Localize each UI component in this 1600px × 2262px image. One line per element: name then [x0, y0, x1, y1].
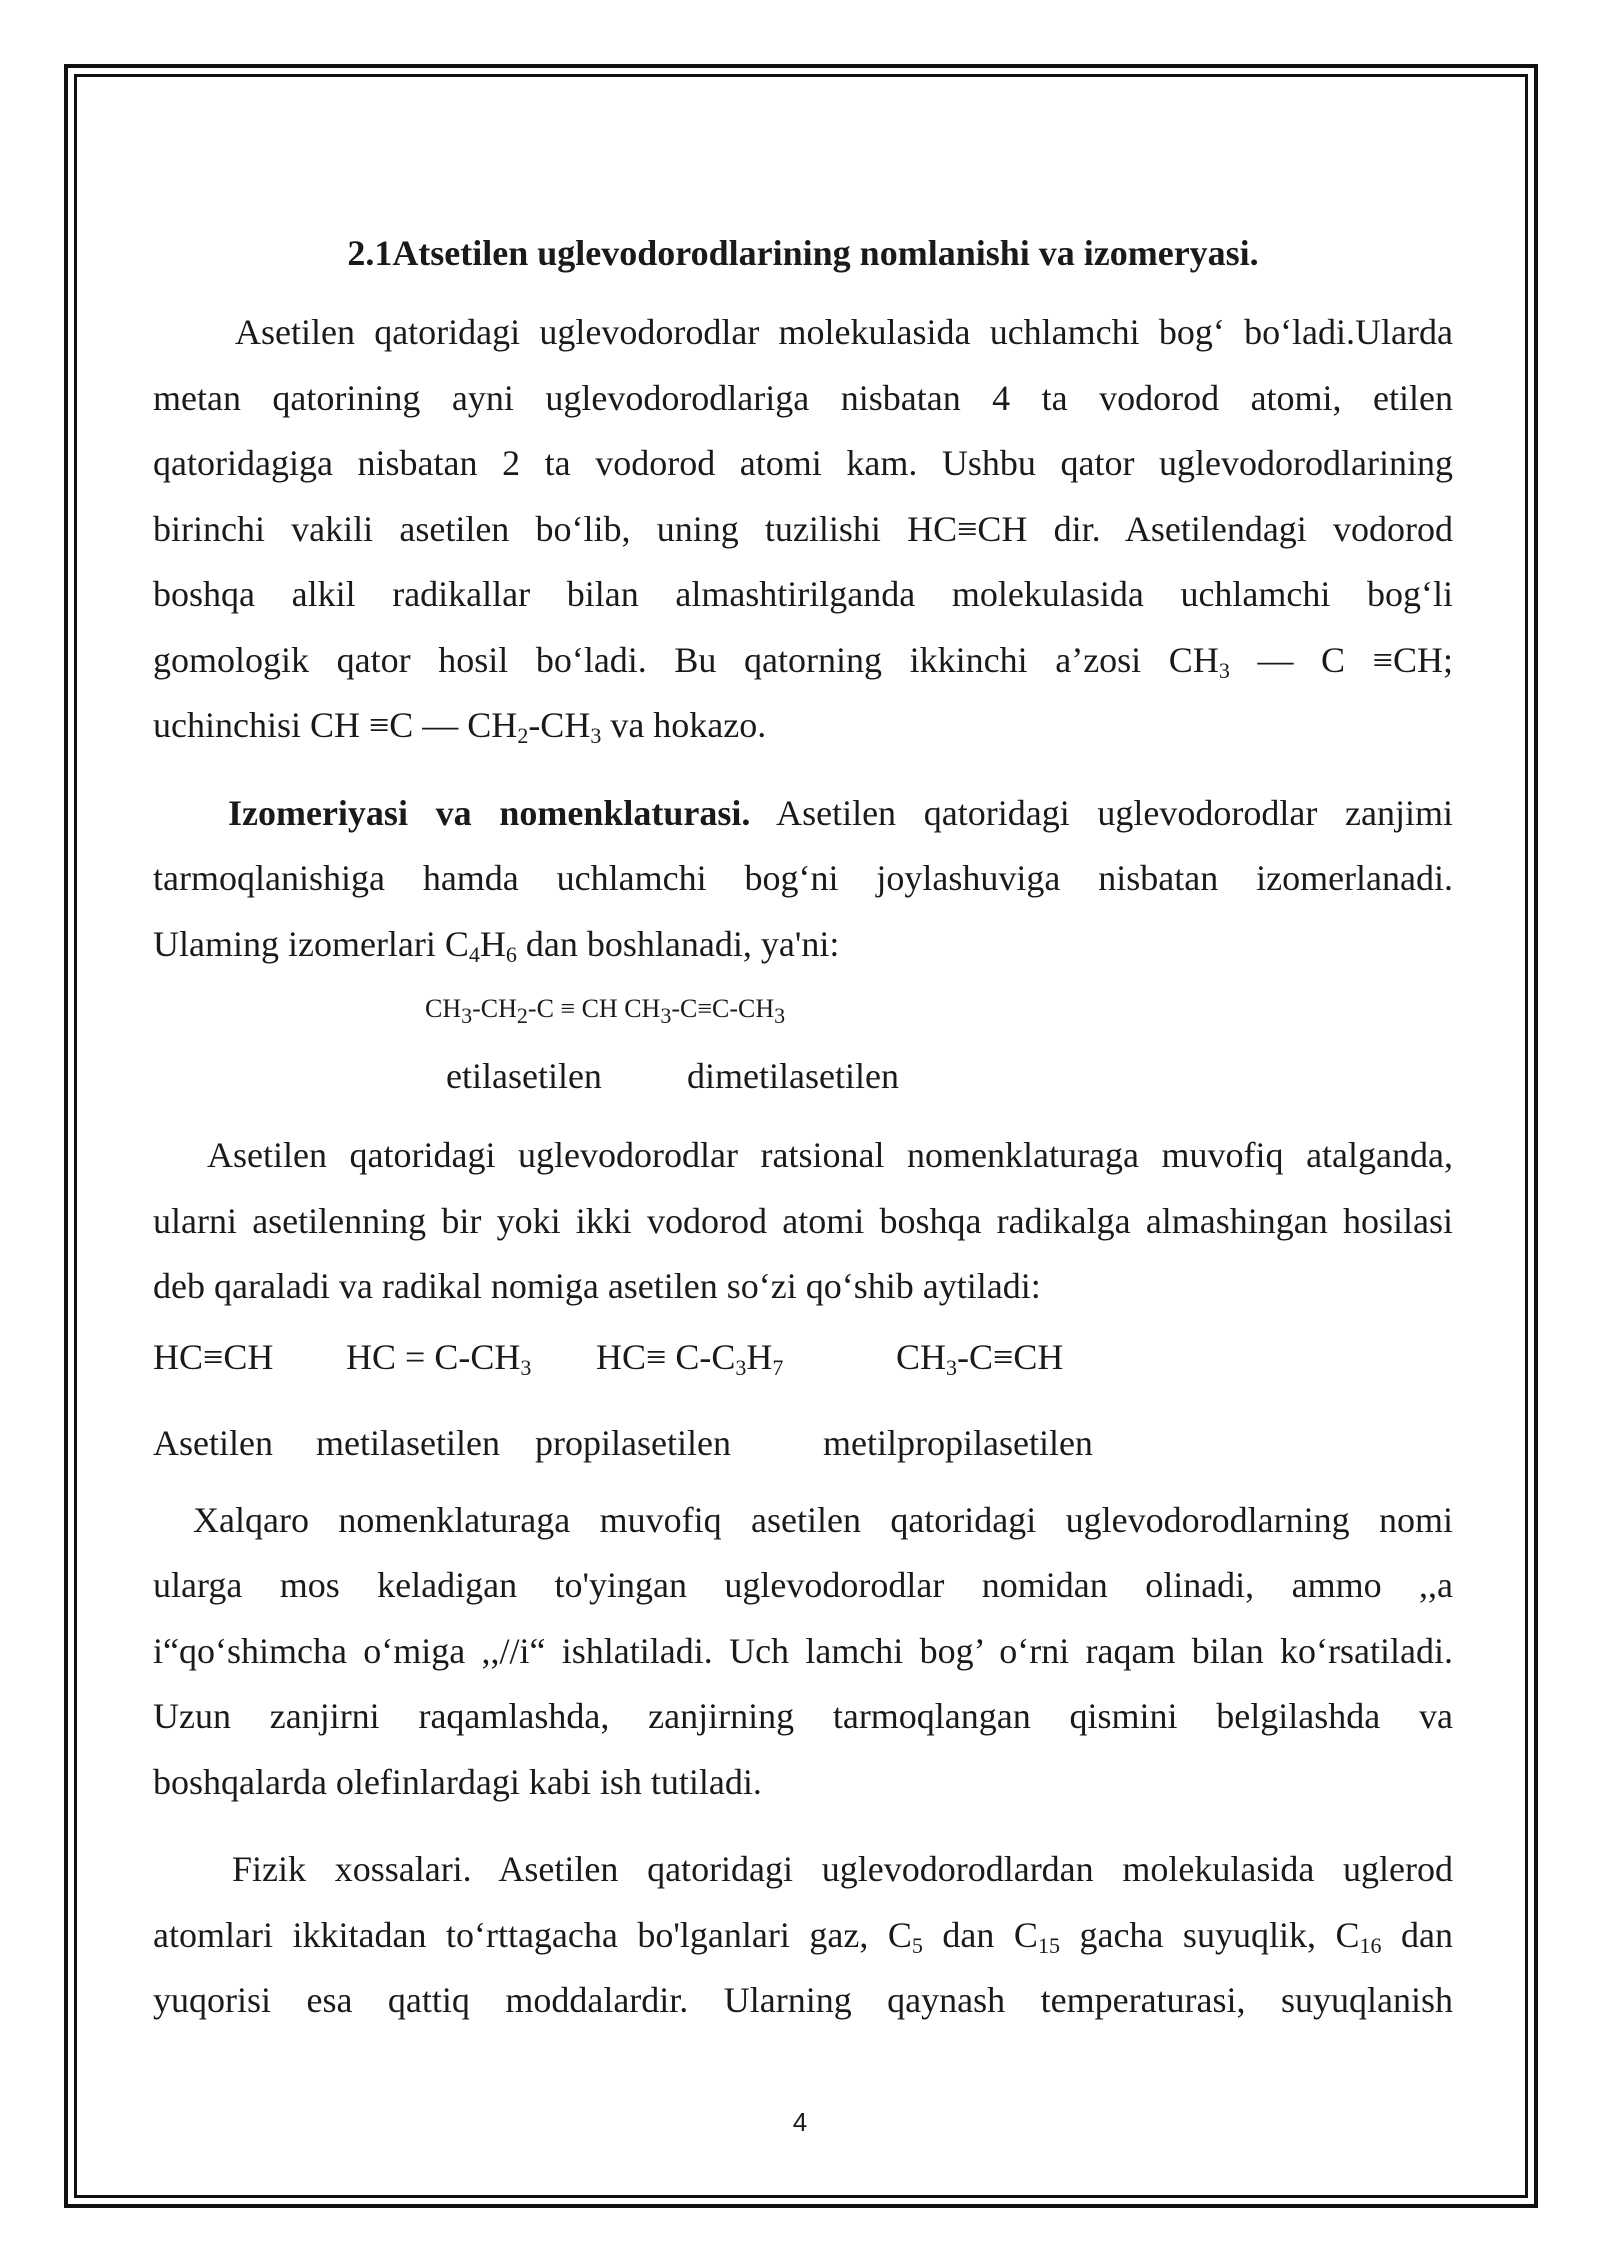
- formula-part: -CH: [472, 994, 517, 1023]
- rational-names: [153, 1418, 1453, 1468]
- bold-term: Izomeriyasi va nomenklaturasi.: [228, 792, 751, 833]
- text-line: [153, 912, 1453, 978]
- text-line: yuqorisi esa qattiq moddalardir. Ularning qaynash temperaturasi, suyuqlanish: [153, 1980, 1453, 2020]
- formula-item: HC≡CH: [153, 1336, 274, 1377]
- text-span: gacha suyuqlik, C: [1059, 1914, 1360, 1955]
- paragraph-iupac: [153, 1488, 1453, 1816]
- subscript: 16: [1359, 1932, 1382, 1958]
- text-span: -CH: [528, 705, 591, 745]
- formula-part: HC = C-CH: [346, 1336, 521, 1377]
- subscript: 3: [520, 1354, 532, 1380]
- text-line: tarmoqlanishiga hamda uchlamchi bog‘ni joylashuviga nisbatan izomerlanadi.: [153, 858, 1453, 898]
- text-span: Ulaming izomerlari C: [153, 923, 469, 964]
- isomer-names: [153, 1051, 1453, 1101]
- subscript: 15: [1037, 1932, 1060, 1958]
- text-line: [153, 628, 1453, 694]
- text-line: birinchi vakili asetilen bo‘lib, uning tuzilishi HC≡CH dir. Asetilendagi vodorod: [153, 508, 1453, 549]
- text-line: Asetilen qatoridagi uglevodorodlar molekulasida uchlamchi bog‘ bo‘ladi.Ularda: [235, 312, 1453, 352]
- subscript: 5: [911, 1932, 923, 1958]
- text-line: boshqa alkil radikallar bilan almashtirilganda molekulasida uchlamchi bog‘li: [153, 574, 1453, 614]
- formula-part: HC≡ C-C: [596, 1336, 736, 1377]
- text-line: i“qo‘shimcha o‘miga ,,//i“ ishlatiladi. Uch lamchi bog’ o‘rni raqam bilan ko‘rsatiladi.: [153, 1630, 1453, 1671]
- compound-name: metilasetilen: [316, 1422, 500, 1463]
- text-line: Uzun zanjirni raqamlashda, zanjirning tarmoqlangan qismini belgilashda va: [153, 1696, 1453, 1736]
- subscript: 7: [772, 1354, 784, 1380]
- text-span: — C ≡CH;: [1229, 639, 1453, 680]
- text-span: gomologik qator hosil bo‘ladi. Bu qatorning ikkinchi a’zosi CH: [153, 639, 1219, 680]
- text-line: Fizik xossalari. Asetilen qatoridagi uglevodorodlardan molekulasida uglerod: [232, 1849, 1453, 1889]
- subscript: 2: [516, 1003, 528, 1028]
- isomer-formulas: [153, 989, 1453, 1029]
- subscript: 3: [735, 1354, 747, 1380]
- page-number: 4: [792, 2107, 808, 2137]
- paragraph-isomerism: [153, 781, 1453, 978]
- text-span: dan boshlanadi, ya'ni:: [516, 923, 840, 964]
- text-line: qatoridagiga nisbatan 2 ta vodorod atomi kam. Ushbu qator uglevodorodlarining: [153, 443, 1453, 483]
- text-line: boshqalarda olefinlardagi kabi ish tutiladi.: [153, 1761, 762, 1802]
- paragraph-rational: [153, 1123, 1453, 1320]
- text-line: [153, 693, 1453, 759]
- subscript: 3: [946, 1354, 958, 1380]
- text-span: va hokazo.: [601, 705, 767, 745]
- formula-item: [596, 1332, 783, 1382]
- text-line: Asetilen qatoridagi uglevodorodlar ratsional nomenklaturaga muvofiq atalganda,: [207, 1135, 1453, 1175]
- subscript: 3: [774, 1003, 786, 1028]
- compound-name: Asetilen: [153, 1422, 273, 1463]
- formula-item: [896, 1332, 1063, 1382]
- subscript: 3: [1218, 657, 1230, 683]
- subscript: 6: [505, 941, 517, 967]
- compound-name: propilasetilen: [535, 1422, 731, 1463]
- text-line: deb qaraladi va radikal nomiga asetilen so‘zi qo‘shib aytiladi:: [153, 1266, 1041, 1306]
- text-span: Asetilen qatoridagi uglevodorodlar zanjimi: [750, 792, 1453, 833]
- text-span: dan: [1381, 1914, 1454, 1955]
- section-heading: 2.1Atsetilen uglevodorodlarining nomlanishi va izomeryasi.: [347, 233, 1259, 273]
- formula-part: -C≡CH: [957, 1336, 1064, 1377]
- subscript: 3: [590, 723, 602, 748]
- paragraph-physical: [153, 1837, 1453, 2034]
- document-body: [153, 228, 1453, 2034]
- isomer-name: dimetilasetilen: [687, 1056, 899, 1096]
- formula-part: -C ≡ CH CH: [527, 994, 661, 1023]
- text-span: H: [479, 923, 506, 964]
- formula-part: CH: [425, 994, 462, 1023]
- paragraph-intro: [153, 300, 1453, 759]
- subscript: 2: [517, 723, 529, 748]
- text-line: ularga mos keladigan to'yingan uglevodorodlar nomidan olinadi, ammo ,,a: [153, 1565, 1453, 1605]
- subscript: 4: [468, 941, 480, 967]
- text-span: dan C: [922, 1914, 1038, 1955]
- formula-part: -C≡C-CH: [671, 994, 775, 1023]
- isomer-name: etilasetilen: [446, 1056, 602, 1096]
- formula-item: [346, 1332, 531, 1382]
- text-line: Xalqaro nomenklaturaga muvofiq asetilen qatoridagi uglevodorodlarning nomi: [193, 1499, 1453, 1540]
- compound-name: metilpropilasetilen: [823, 1422, 1093, 1463]
- text-line: metan qatorining ayni uglevodorodlariga nisbatan 4 ta vodorod atomi, etilen: [153, 377, 1453, 418]
- subscript: 3: [660, 1003, 672, 1028]
- formula-part: CH: [896, 1336, 947, 1377]
- text-span: atomlari ikkitadan to‘rttagacha bo'lganlari gaz, C: [153, 1914, 912, 1955]
- text-line: [153, 1903, 1453, 1969]
- text-span: uchinchisi CH ≡C — CH: [153, 705, 518, 745]
- formula-part: H: [746, 1336, 773, 1377]
- text-line: ularni asetilenning bir yoki ikki vodorod atomi boshqa radikalga almashingan hosilasi: [153, 1200, 1453, 1241]
- text-line: [153, 781, 1453, 847]
- subscript: 3: [461, 1003, 473, 1028]
- rational-formulas: [153, 1332, 1453, 1382]
